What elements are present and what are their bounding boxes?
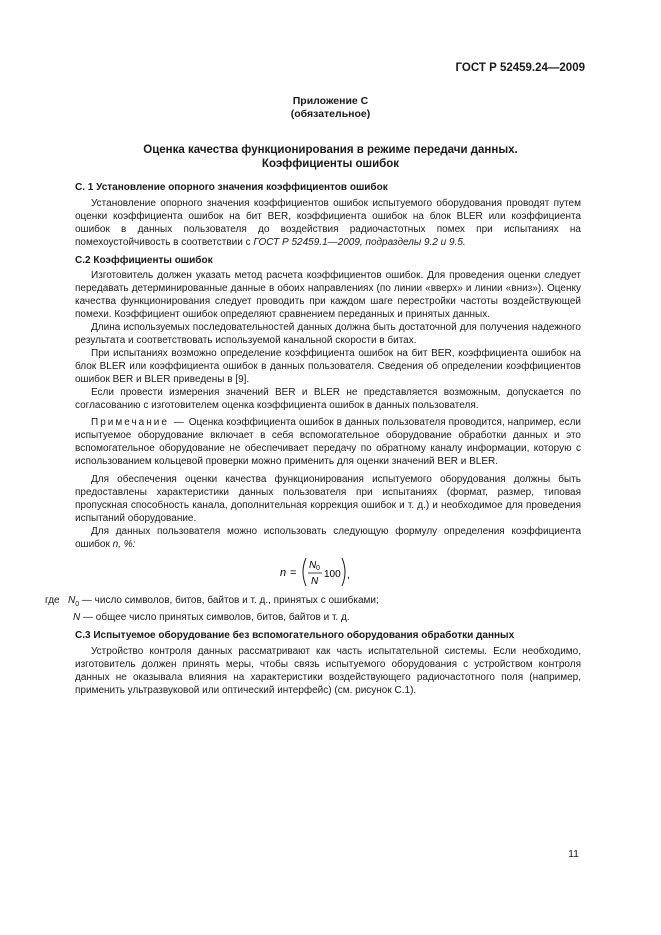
formula-variable: n, %: — [112, 538, 136, 550]
formula-equals: = — [290, 567, 297, 580]
formula-intro: Для данных пользователя можно использовать следующую формулу определения коэффициента ошибок — [75, 525, 581, 550]
page-number: 11 — [568, 848, 579, 860]
section-c3-heading: С.3 Испытуемое оборудование без вспомогательного оборудования обработки данных — [75, 630, 515, 642]
document-title — [0, 143, 661, 171]
where-line-1 — [45, 595, 581, 612]
where-1-variable: N — [67, 595, 76, 607]
left-paren-icon — [303, 558, 306, 586]
where-1-text: — число символов, битов, байтов и т. д., принятых с ошибками; — [81, 595, 379, 607]
section-c2-paragraph-3: При испытаниях возможно определение коэффициента ошибок на бит BER, коэффициента ошибок на блок BLER или коэффициента ошибок в данных пользователя. Сведения об определении коэффициентов ошибок BER и BLER приведены в [9]. — [75, 347, 581, 385]
formula-graphic — [280, 555, 380, 589]
where-label: где — [45, 595, 60, 607]
section-c2-note — [75, 417, 581, 469]
standard-header: ГОСТ Р 52459.24—2009 — [455, 62, 585, 74]
note-text: Оценка коэффициента ошибок в данных пользователя проводится, например, если испытуемое оборудование включает в себя вспомогательное оборудование обработки данных и это вспомогательное оборудование не обеспечивает передачу по обратному каналу информации, которую с использованием кольцевой проверки можно применить для оценки значений BER и BLER. — [75, 417, 581, 468]
title-line-2: Коэффициенты ошибок — [261, 158, 400, 170]
appendix-title: Приложение С — [292, 95, 369, 107]
formula-factor: 100 — [324, 569, 341, 581]
right-paren-icon — [342, 558, 345, 586]
error-rate-formula — [75, 555, 581, 589]
appendix-status: (обязательное) — [290, 108, 371, 120]
section-c2-paragraph-5: Для обеспечения оценки качества функционирования испытуемого оборудования должны быть предоставлены характеристики данных пользователя при испытаниях (формат, размер, типовая пропускная способность канала, дополнительная коррекция ошибок и т. д.) и необходимое для проведения испытаний оборудование. — [75, 474, 581, 524]
formula-tail: , — [347, 570, 350, 582]
appendix-heading — [0, 95, 661, 121]
section-c1-text: Установление опорного значения коэффициентов ошибок испытуемого оборудования проводят путем оценки коэффициента ошибок на бит BER, коэффициента ошибок на блок BLER или коэффициента ошибок в данных пользователя до воздействия радиочастотных помех при испытаниях на помехоустойчивость в соответствии с — [75, 197, 581, 248]
section-c1-paragraph — [75, 198, 581, 250]
section-c3-paragraph: Устройство контроля данных рассматривают как часть испытательной системы. Если необходимо, изготовитель должен принять меры, чтобы связь испытуемого оборудования с устройством контроля данных не оказывала влияния на характеристики воздействующего радиочастотного поля (например, применить ультразвуковой или оптический интерфейс) (см. рисунок С.1). — [75, 646, 581, 696]
section-c2-paragraph-6 — [75, 526, 581, 552]
formula-denominator: N — [311, 576, 319, 588]
title-line-1: Оценка качества функционирования в режиме передачи данных. — [143, 144, 518, 156]
where-line-2 — [73, 612, 581, 625]
section-c2-paragraph-4: Если провести измерения значений BER и BLER не представляется возможным, допускается по согласованию с изготовителем оценка коэффициента ошибок в данных пользователя. — [75, 386, 581, 411]
note-label: Примечание — — [91, 417, 186, 429]
where-2-variable: N — [73, 612, 81, 624]
formula-numerator-subscript: 0 — [316, 565, 320, 573]
section-c2-paragraph-2: Длина используемых последовательностей данных должна быть достаточной для получения надежного результата и соответствовать используемой канальной скорости в битах. — [75, 322, 581, 346]
section-c2-paragraph-1: Изготовитель должен указать метод расчета коэффициентов ошибок. Для проведения оценки следует передавать детерминированные данные в обоих направлениях (по линии «вверх» и линии «вниз»). Оценку качества функционирования следует проводить при каждом шаге перестройки частоты воздействующей помехи. Коэффициент ошибок определяют сравнением переданных и принятых данных. — [75, 270, 581, 321]
where-1-subscript: 0 — [75, 601, 80, 609]
where-2-text: — общее число принятых символов, битов, байтов и т. д. — [83, 612, 350, 624]
formula-numerator: N — [309, 560, 317, 572]
section-c2-heading: С.2 Коэффициенты ошибок — [75, 254, 213, 266]
document-body — [45, 182, 581, 698]
section-c1-heading: С. 1 Установление опорного значения коэффициентов ошибок — [75, 182, 388, 193]
section-c1-reference: ГОСТ Р 52459.1—2009, подразделы 9.2 и 9.5. — [253, 236, 466, 248]
formula-lhs: n — [280, 567, 287, 580]
